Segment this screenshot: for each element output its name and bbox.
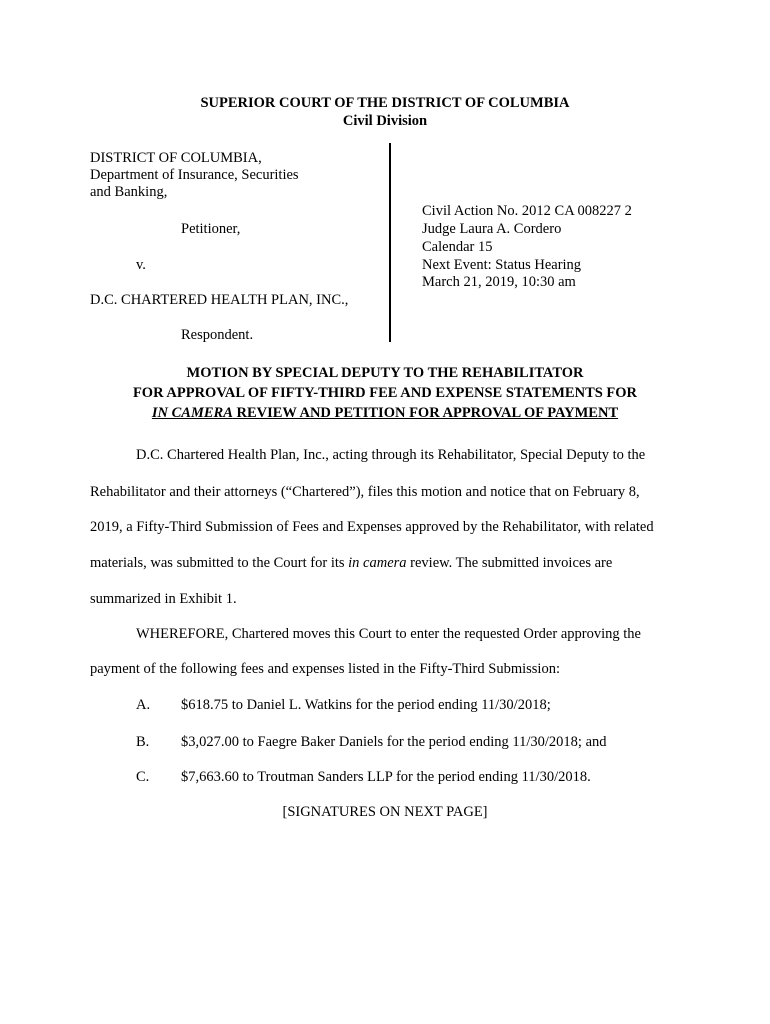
body-p2-line-1: WHEREFORE, Chartered moves this Court to enter the requested Order approving the — [136, 626, 641, 642]
body-p2-line-2: payment of the following fees and expenses listed in the Fifty-Third Submission: — [90, 661, 560, 677]
signatures-note: [SIGNATURES ON NEXT PAGE] — [282, 804, 488, 820]
payment-text: $7,663.60 to Troutman Sanders LLP for the period ending 11/30/2018. — [181, 769, 591, 785]
judge: Judge Laura A. Cordero — [422, 221, 562, 237]
case-number: Civil Action No. 2012 CA 008227 2 — [422, 203, 632, 219]
court-division: Civil Division — [342, 113, 428, 129]
motion-title-line-1: MOTION BY SPECIAL DEPUTY TO THE REHABILITATOR — [186, 365, 584, 381]
body-p1-line-2: Rehabilitator and their attorneys (“Chartered”), files this motion and notice that on February 8, — [90, 484, 640, 500]
body-p1-line-4-italic: in camera — [348, 555, 407, 571]
respondent-name: D.C. CHARTERED HEALTH PLAN, INC., — [90, 292, 349, 308]
motion-title-rest: REVIEW AND PETITION FOR APPROVAL OF PAYMENT — [232, 405, 619, 421]
petitioner-line-3: and Banking, — [90, 184, 168, 200]
body-p1-line-5: summarized in Exhibit 1. — [90, 591, 237, 607]
petitioner-role: Petitioner, — [181, 221, 241, 237]
hearing-date: March 21, 2019, 10:30 am — [422, 274, 576, 290]
court-name: SUPERIOR COURT OF THE DISTRICT OF COLUMBIA — [200, 95, 570, 111]
payment-letter: C. — [136, 769, 150, 785]
respondent-role: Respondent. — [181, 327, 254, 343]
body-p1-line-1: D.C. Chartered Health Plan, Inc., acting through its Rehabilitator, Special Deputy to the — [136, 447, 646, 463]
calendar: Calendar 15 — [422, 239, 493, 255]
body-p1-line-4-a: materials, was submitted to the Court for its — [90, 555, 349, 571]
caption-divider — [389, 143, 391, 342]
body-p1-line-4-b: review. The submitted invoices are — [406, 555, 613, 571]
petitioner-line-2: Department of Insurance, Securities — [90, 167, 299, 183]
motion-title-line-3 — [0, 405, 770, 422]
next-event: Next Event: Status Hearing — [422, 257, 582, 273]
body-p1-line-4 — [90, 555, 612, 572]
body-p1-line-3: 2019, a Fifty-Third Submission of Fees and Expenses approved by the Rehabilitator, with related — [90, 519, 654, 535]
payment-text: $3,027.00 to Faegre Baker Daniels for the period ending 11/30/2018; and — [181, 734, 607, 750]
payment-letter: B. — [136, 734, 150, 750]
payment-letter: A. — [136, 697, 151, 713]
motion-title-line-2: FOR APPROVAL OF FIFTY-THIRD FEE AND EXPENSE STATEMENTS FOR — [132, 385, 638, 401]
motion-title-italic: IN CAMERA — [151, 405, 233, 421]
payment-text: $618.75 to Daniel L. Watkins for the period ending 11/30/2018; — [181, 697, 551, 713]
versus: v. — [136, 257, 146, 273]
petitioner-line-1: DISTRICT OF COLUMBIA, — [90, 150, 262, 166]
